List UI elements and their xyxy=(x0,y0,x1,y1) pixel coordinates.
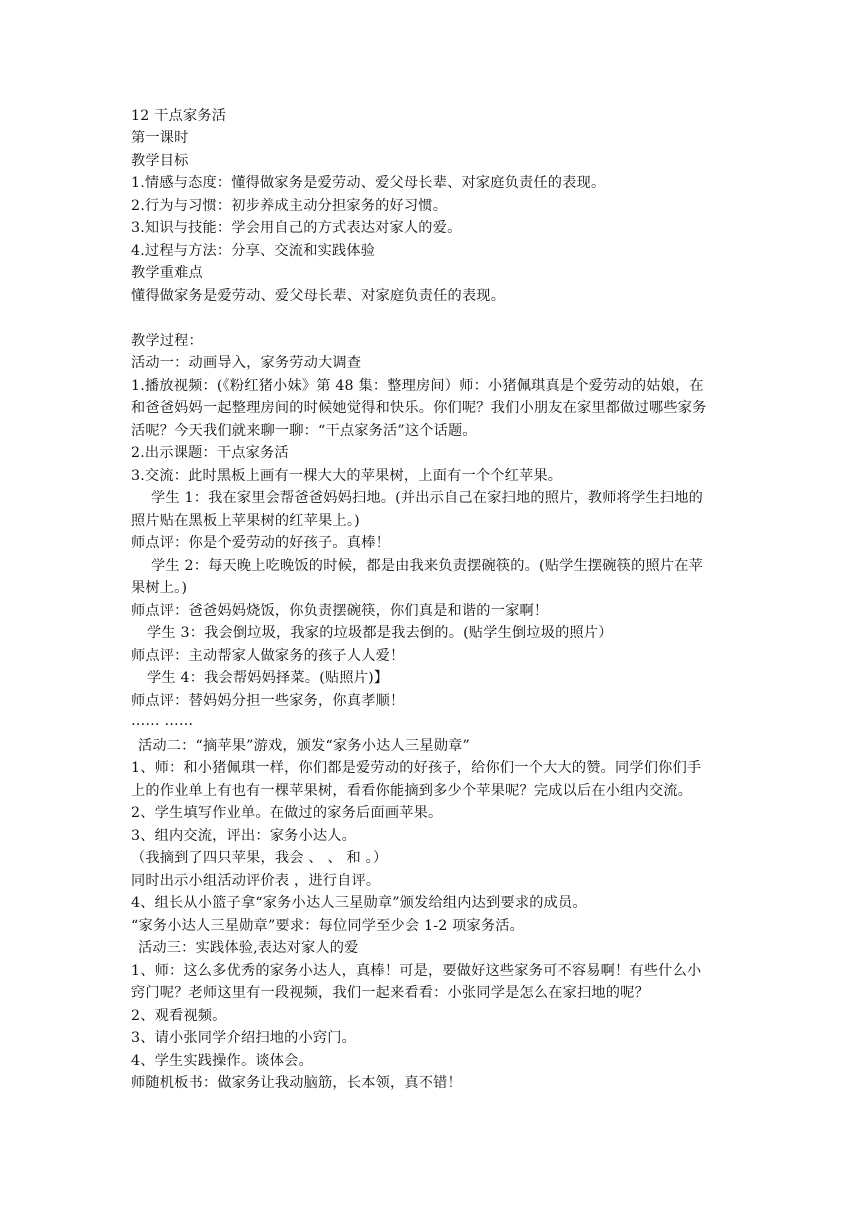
teacher-comment: 师点评：主动帮家人做家务的孩子人人爱！ xyxy=(131,648,405,664)
paragraph-line: 3、组内交流，评出：家务小达人。 xyxy=(131,828,357,844)
teacher-comment: 师点评：爸爸妈妈烧饭，你负责摆碗筷，你们真是和谐的一家啊！ xyxy=(131,603,549,619)
lesson-period: 第一课时 xyxy=(131,130,189,146)
paragraph-line: 1、师：和小猪佩琪一样，你们都是爱劳动的好孩子，给你们一个大大的赞。同学们你们手 xyxy=(131,760,702,776)
fill-in-sentence: （我摘到了四只苹果，我会 、 、 和 。） xyxy=(131,850,388,866)
paragraph-line: 2、观看视频。 xyxy=(131,1008,227,1024)
key-point-text: 懂得做家务是爱劳动、爱父母长辈、对家庭负责任的表现。 xyxy=(131,288,506,304)
paragraph-line: 2、学生填写作业单。在做过的家务后面画苹果。 xyxy=(131,805,443,821)
teacher-comment: 师点评：你是个爱劳动的好孩子。真棒！ xyxy=(131,535,390,551)
student-response: 学生 2：每天晚上吃晚饭的时候，都是由我来负责摆碗筷的。(贴学生摆碗筷的照片在苹 xyxy=(151,558,704,574)
activity-heading: 活动二：“摘苹果”游戏，颁发“家务小达人三星勋章” xyxy=(138,738,470,754)
paragraph-line: 上的作业单上有也有一棵苹果树，看看你能摘到多少个苹果呢？完成以后在小组内交流。 xyxy=(131,783,693,799)
section-heading-key-points: 教学重难点 xyxy=(131,265,203,281)
section-heading-objectives: 教学目标 xyxy=(131,153,189,169)
objective-item: 3.知识与技能：学会用自己的方式表达对家人的爱。 xyxy=(131,220,462,236)
student-response: 学生 3：我会倒垃圾，我家的垃圾都是我去倒的。(贴学生倒垃圾的照片） xyxy=(147,625,613,641)
teacher-comment: 师点评：替妈妈分担一些家务，你真孝顺！ xyxy=(131,693,405,709)
paragraph-line: 3.交流：此时黑板上画有一棵大大的苹果树，上面有一个个红苹果。 xyxy=(131,468,563,484)
student-response: 学生 1：我在家里会帮爸爸妈妈扫地。(并出示自己在家扫地的照片，教师将学生扫地的 xyxy=(151,490,704,506)
paragraph-line: 同时出示小组活动评价表 ，进行自评。 xyxy=(131,873,381,889)
lesson-title: 12 干点家务活 xyxy=(131,108,227,124)
paragraph-line: 4、学生实践操作。谈体会。 xyxy=(131,1053,313,1069)
activity-heading: 活动三：实践体验,表达对家人的爱 xyxy=(138,940,359,956)
objective-item: 4.过程与方法：分享、交流和实践体验 xyxy=(131,243,376,259)
paragraph-line: 1.播放视频：(《粉红猪小妹》第 48 集：整理房间）师：小猪佩琪真是个爱劳动的姑娘，在 xyxy=(131,378,704,394)
paragraph-line: 果树上。) xyxy=(131,580,188,596)
objective-item: 2.行为与习惯：初步养成主动分担家务的好习惯。 xyxy=(131,198,448,214)
paragraph-line: 3、请小张同学介绍扫地的小窍门。 xyxy=(131,1030,357,1046)
paragraph-line: 活呢？今天我们就来聊一聊：“干点家务活”这个话题。 xyxy=(131,423,477,439)
objective-item: 1.情感与态度：懂得做家务是爱劳动、爱父母长辈、对家庭负责任的表现。 xyxy=(131,175,606,191)
paragraph-line: 4、组长从小篮子拿“家务小达人三星勋章”颁发给组内达到要求的成员。 xyxy=(131,895,587,911)
section-heading-process: 教学过程： xyxy=(131,333,203,349)
paragraph-line: 窍门呢？老师这里有一段视频，我们一起来看看：小张同学是怎么在家扫地的呢？ xyxy=(131,985,649,1001)
paragraph-line: 照片贴在黑板上苹果树的红苹果上。) xyxy=(131,513,360,529)
student-response: 学生 4：我会帮妈妈择菜。(贴照片)】 xyxy=(147,670,389,686)
ellipsis-line: …… …… xyxy=(131,713,194,729)
paragraph-line: 1、师：这么多优秀的家务小达人，真棒！可是，要做好这些家务可不容易啊！有些什么小 xyxy=(131,963,702,979)
paragraph-line: “家务小达人三星勋章”要求：每位同学至少会 1-2 项家务活。 xyxy=(131,918,525,934)
board-writing: 师随机板书：做家务让我动脑筋，长本领，真不错！ xyxy=(131,1075,462,1091)
activity-heading: 活动一：动画导入，家务劳动大调查 xyxy=(131,355,362,371)
paragraph-line: 2.出示课题：干点家务活 xyxy=(131,445,289,461)
paragraph-line: 和爸爸妈妈一起整理房间的时候她觉得和快乐。你们呢？我们小朋友在家里都做过哪些家务 xyxy=(131,400,707,416)
